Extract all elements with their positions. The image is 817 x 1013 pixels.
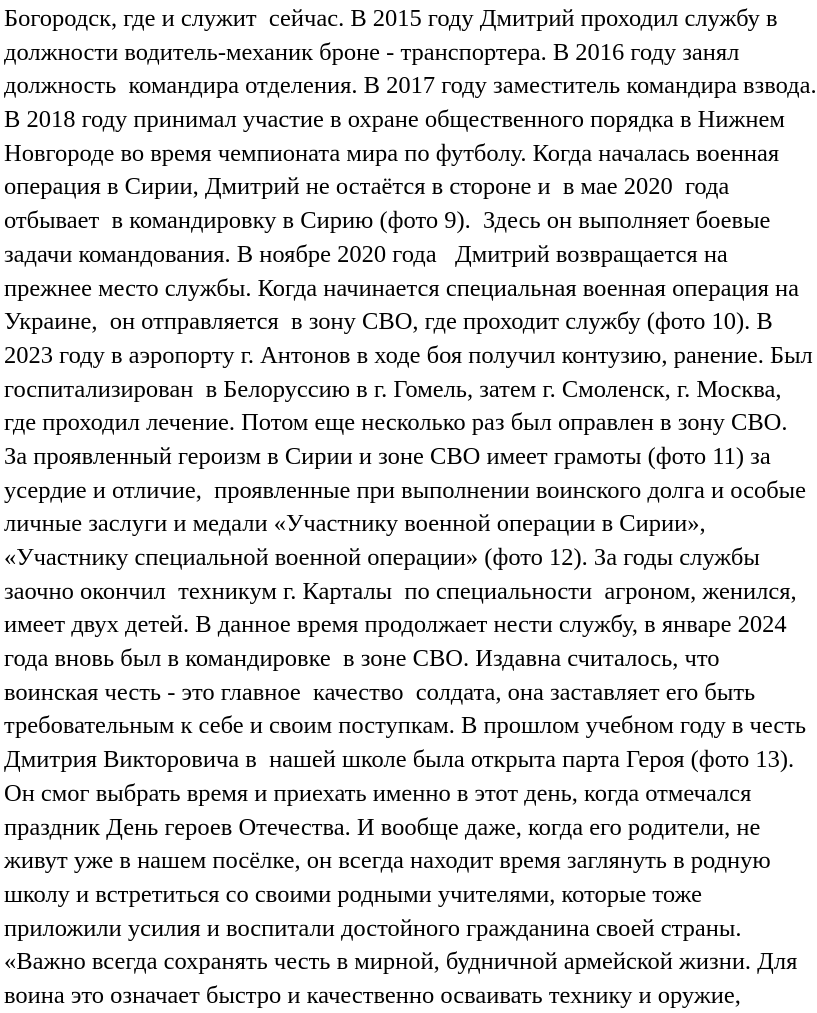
text-line: имеет двух детей. В данное время продолжает нести службу, в январе 2024 <box>4 611 787 639</box>
body-text <box>4 2 817 1013</box>
text-line: отбывает в командировку в Сирию (фото 9). Здесь он выполняет боевые <box>4 207 771 235</box>
text-line: года вновь был в командировке в зоне СВО. Издавна считалось, что <box>4 645 720 673</box>
text-line: «Участнику специальной военной операции» (фото 12). За годы службы <box>4 544 760 571</box>
text-line: операция в Сирии, Дмитрий не остаётся в стороне и в мае 2020 года <box>4 173 730 201</box>
text-line: госпитализирован в Белоруссию в г. Гомель, затем г. Смоленск, г. Москва, <box>4 375 782 403</box>
text-line: приложили усилия и воспитали достойного гражданина своей страны. <box>4 914 742 942</box>
text-line: воинская честь - это главное качество солдата, она заставляет его быть <box>4 678 756 706</box>
text-line: Богородск, где и служит сейчас. В 2015 году Дмитрий проходил службу в <box>4 5 778 32</box>
text-line: Новгороде во время чемпионата мира по футболу. Когда началась военная <box>4 139 780 167</box>
text-line: В 2018 году принимал участие в охране общественного порядка в Нижнем <box>4 106 785 134</box>
text-line: Дмитрия Викторовича в нашей школе была открыта парта Героя (фото 13). <box>4 746 795 774</box>
text-line: воина это означает быстро и качественно осваивать технику и оружие, <box>4 981 741 1009</box>
text-line: заочно окончил техникум г. Карталы по специальности агроном, женился, <box>4 577 797 605</box>
text-line: усердие и отличие, проявленные при выполнении воинского долга и особые <box>4 476 807 504</box>
text-line: праздник День героев Отечества. И вообще даже, когда его родители, не <box>4 813 761 841</box>
text-line: задачи командования. В ноябре 2020 года Дмитрий возвращается на <box>4 240 728 268</box>
text-line: За проявленный героизм в Сирии и зоне СВО имеет грамоты (фото 11) за <box>4 442 771 470</box>
text-line: школу и встретиться со своими родными учителями, которые тоже <box>4 880 702 908</box>
text-line: 2023 году в аэропорту г. Антонов в ходе боя получил контузию, ранение. Был <box>4 341 813 369</box>
text-line: «Важно всегда сохранять честь в мирной, будничной армейской жизни. Для <box>4 948 798 976</box>
text-line: живут уже в нашем посёлке, он всегда находит время заглянуть в родную <box>4 847 771 875</box>
text-line: требовательным к себе и своим поступкам. В прошлом учебном году в честь <box>4 712 807 740</box>
text-line: должности водитель-механик броне - транспортера. В 2016 году занял <box>4 38 740 66</box>
text-line: личные заслуги и медали «Участнику военной операции в Сирии», <box>4 510 706 538</box>
text-line: прежнее место службы. Когда начинается специальная военная операция на <box>4 274 800 302</box>
text-line: должность командира отделения. В 2017 году заместитель командира взвода. <box>4 72 817 100</box>
text-line: где проходил лечение. Потом еще несколько раз был оправлен в зону СВО. <box>4 409 788 437</box>
text-line: Украине, он отправляется в зону СВО, где проходит службу (фото 10). В <box>4 308 773 336</box>
text-line: Он смог выбрать время и приехать именно в этот день, когда отмечался <box>4 779 752 807</box>
